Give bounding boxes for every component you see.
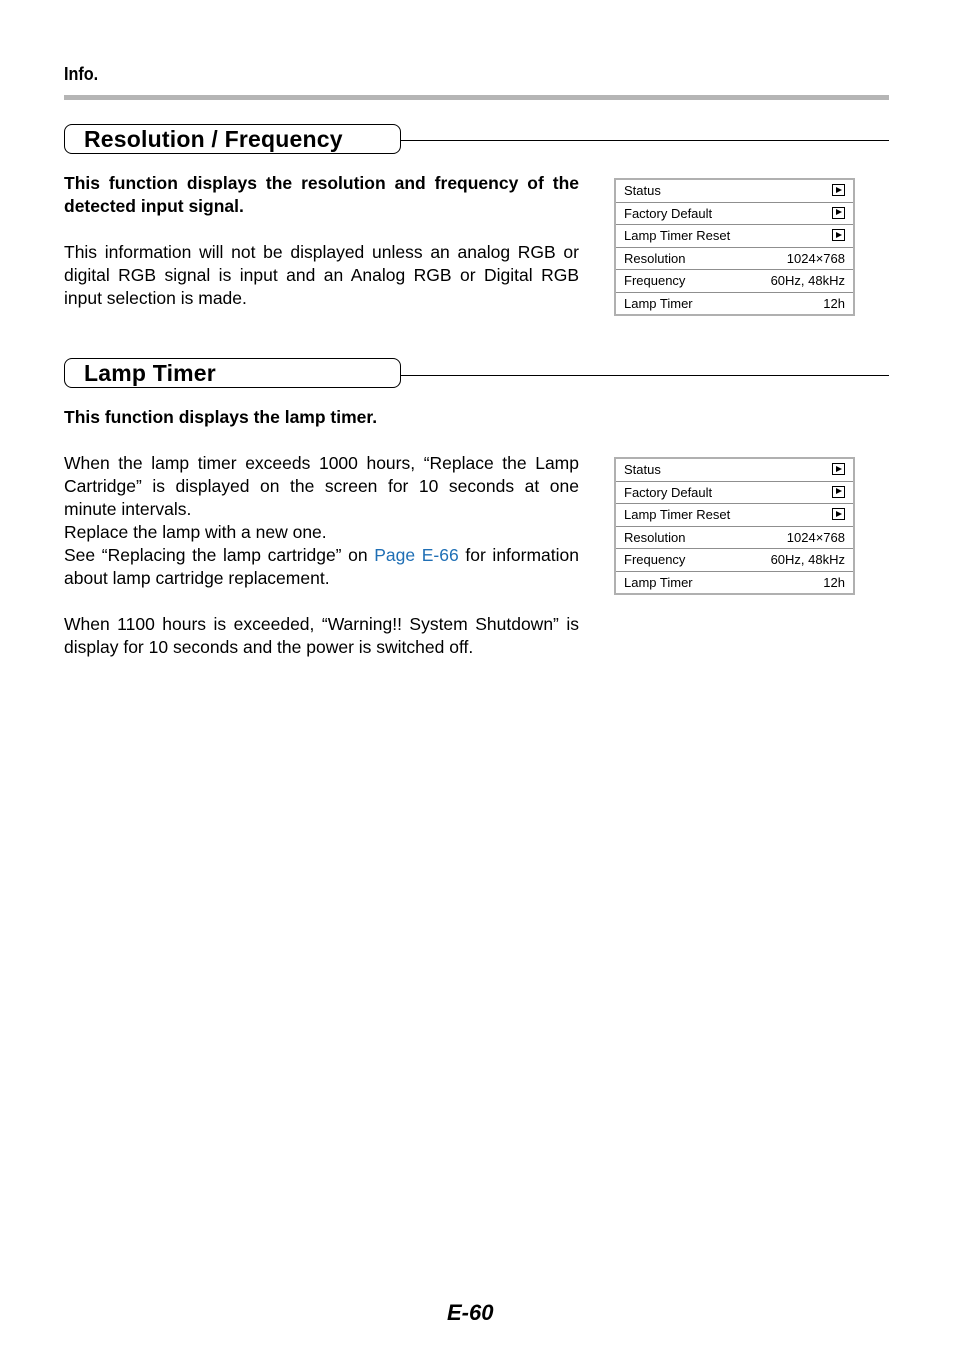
lamp-paragraph-2: Replace the lamp with a new one. [64,522,327,542]
osd-row-factory-default[interactable] [616,203,853,226]
osd-row-lamp-timer-reset[interactable] [616,504,853,527]
osd-row-resolution [616,527,853,550]
osd-label: Lamp Timer [624,574,693,590]
lamp-text [64,406,579,659]
osd-row-resolution [616,248,853,271]
osd-label: Resolution [624,250,686,266]
osd-value: 1024×768 [786,529,845,545]
osd-row-frequency [616,270,853,293]
resolution-heading-rule [401,140,889,141]
osd-menu-lamp [614,457,855,595]
osd-label: Status [624,183,661,198]
osd-value: 12h [823,295,845,311]
right-triangle-icon[interactable] [832,207,845,219]
osd-row-lamp-timer-reset[interactable] [616,225,853,248]
osd-row-status[interactable] [616,180,853,203]
lamp-heading-rule [401,375,889,376]
lamp-paragraph-3 [64,544,579,590]
lamp-intro: This function displays the lamp timer. [64,407,378,427]
osd-label: Lamp Timer Reset [624,507,731,522]
page-link[interactable]: Page E-66 [374,545,459,565]
osd-label: Lamp Timer Reset [624,228,731,243]
section-label: Info. [64,64,99,84]
osd-value: 60Hz, 48kHz [770,273,845,288]
osd-value: 1024×768 [786,250,845,266]
osd-label: Factory Default [624,205,713,221]
lamp-paragraph-1: When the lamp timer exceeds 1000 hours, “Replace the Lamp Cartridge” is displayed on the screen for 10 seconds at one minute intervals. [64,453,579,519]
osd-row-status[interactable] [616,459,853,482]
osd-label: Lamp Timer [624,295,693,311]
lamp-paragraph-4: When 1100 hours is exceeded, “Warning!! System Shutdown” is display for 10 seconds and the power is switched off. [64,614,579,657]
osd-label: Frequency [624,273,686,288]
osd-row-lamp-timer [616,293,853,315]
osd-row-factory-default[interactable] [616,482,853,505]
right-triangle-icon[interactable] [832,486,845,498]
lamp-heading: Lamp Timer [84,360,216,386]
osd-label: Status [624,462,661,477]
osd-row-lamp-timer [616,572,853,594]
lamp-heading-box [64,358,401,388]
osd-label: Factory Default [624,484,713,500]
resolution-intro: This function displays the resolution and frequency of the detected input signal. [64,173,579,216]
right-triangle-icon[interactable] [832,229,845,241]
osd-value: 12h [823,574,845,590]
resolution-text [64,172,579,310]
osd-value: 60Hz, 48kHz [770,552,845,567]
resolution-heading-box [64,124,401,154]
osd-menu-resolution [614,178,855,316]
osd-label: Frequency [624,552,686,567]
lamp-p3-after: for information about lamp cartridge replacement. [64,545,579,588]
right-triangle-icon[interactable] [832,463,845,475]
right-triangle-icon[interactable] [832,184,845,196]
page-number: E-60 [447,1300,494,1325]
osd-label: Resolution [624,529,686,545]
right-triangle-icon[interactable] [832,508,845,520]
resolution-heading: Resolution / Frequency [84,126,343,152]
osd-row-frequency [616,549,853,572]
header-rule [64,95,889,100]
lamp-p3-before: See “Replacing the lamp cartridge” on [64,545,375,565]
resolution-body: This information will not be displayed unless an analog RGB or digital RGB signal is input and an Analog RGB or Digital RGB input selection is made. [64,242,579,308]
